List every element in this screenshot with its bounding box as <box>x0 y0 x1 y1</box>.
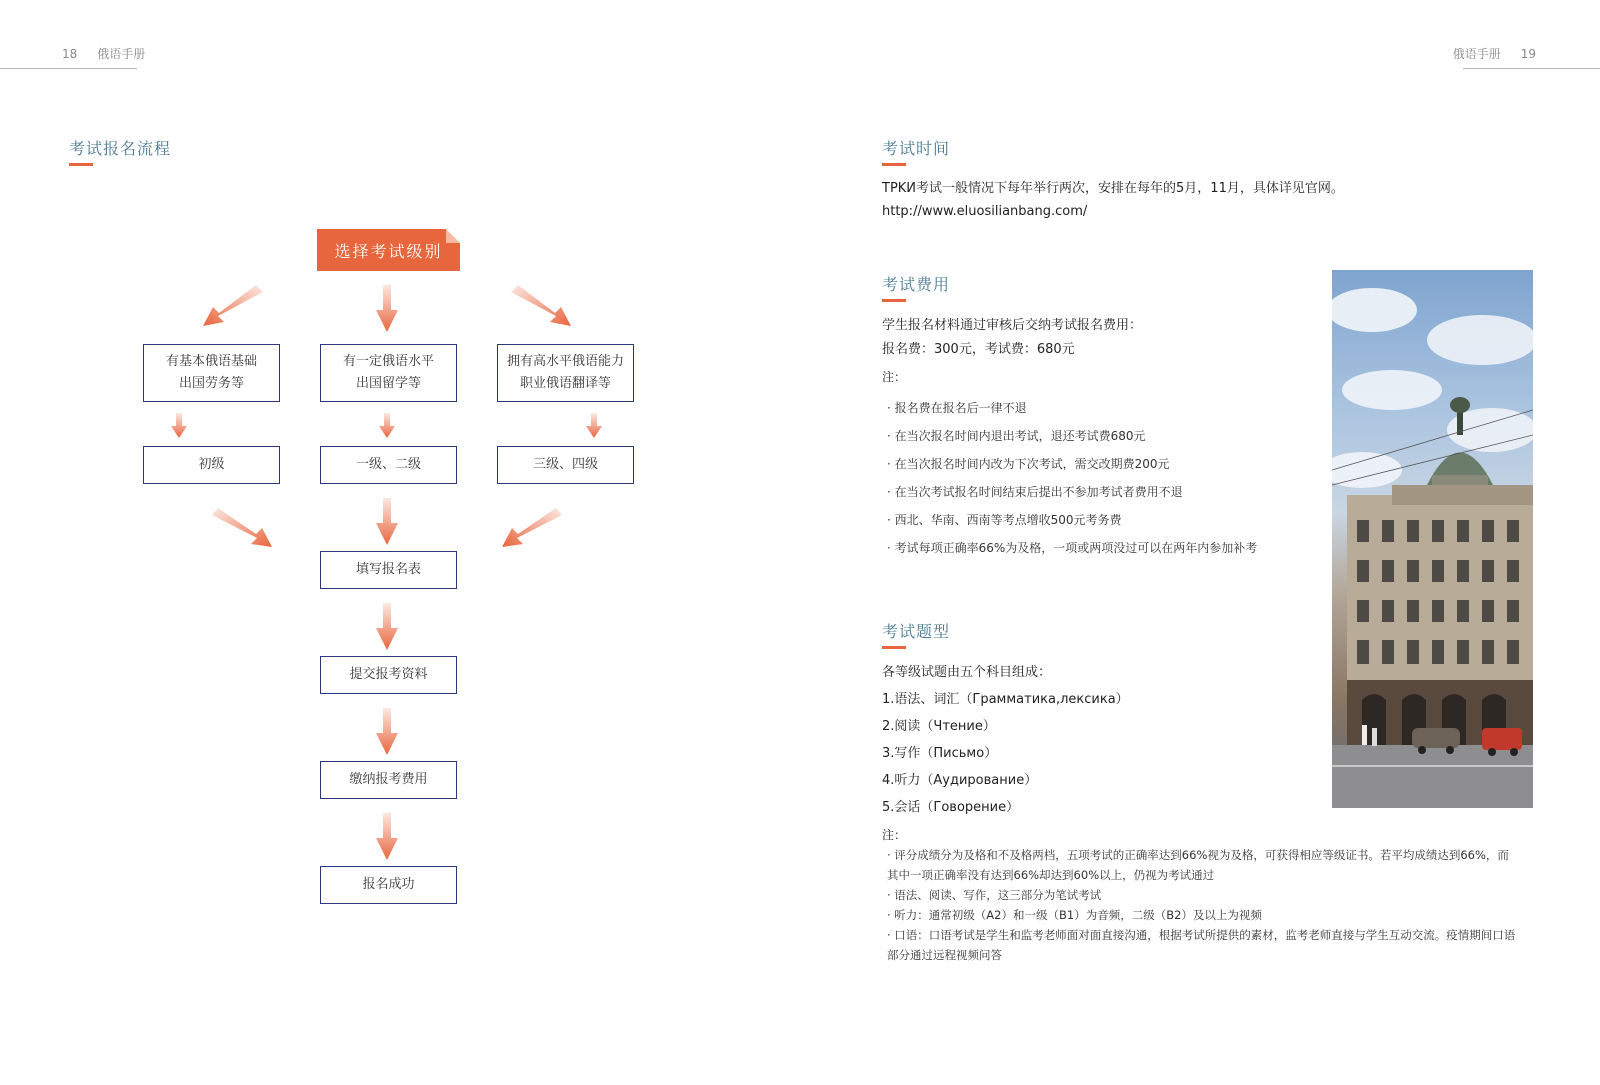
arrow-step-2 <box>376 708 398 755</box>
level-1-line2: 出国劳务等 <box>178 376 244 391</box>
fee-note-item: · 在当次报名时间内改为下次考试，需交改期费200元 <box>887 457 1170 471</box>
type-item: 3.写作（Письмо） <box>882 746 998 761</box>
level-2-line2: 出国留学等 <box>355 376 421 391</box>
grade-2-label: 一级、二级 <box>355 457 421 472</box>
types-note-label: 注： <box>882 828 907 842</box>
arrow-down-small-2 <box>379 413 395 438</box>
exam-time-text: TPKИ考试一般情况下每年举行两次，安排在每年的5月，11月，具体详见官网。 <box>882 181 1344 196</box>
grade-box-1 <box>143 446 280 484</box>
arrow-converge-right <box>502 508 562 547</box>
type-item: 1.语法、词汇（Грамматика,лексика） <box>882 692 1129 707</box>
type-item: 4.听力（Аудирование） <box>882 773 1038 788</box>
step-box-fill-form <box>320 551 457 589</box>
right-page-number: 19 <box>1520 47 1536 61</box>
registration-process-title: 考试报名流程 <box>69 136 171 159</box>
grade-3-label: 三级、四级 <box>532 457 598 472</box>
type-item: 5.会话（Говорение） <box>882 800 1020 815</box>
arrow-to-level-3 <box>511 285 571 326</box>
types-note-item: · 语法、阅读、写作，这三部分为笔试考试 <box>887 888 1102 902</box>
fee-note-item: · 西北、华南、西南等考点增收500元考务费 <box>887 513 1122 527</box>
building-photo <box>1332 270 1533 808</box>
building-illustration <box>1332 270 1533 808</box>
types-note-item: 部分通过远程视频问答 <box>887 948 1002 962</box>
types-note-item: · 听力：通常初级（A2）和一级（B1）为音频，二级（B2）及以上为视频 <box>887 908 1262 922</box>
step-2-label: 提交报考资料 <box>349 667 428 682</box>
right-header-rule <box>1463 68 1600 69</box>
level-3-line1: 拥有高水平俄语能力 <box>506 354 624 369</box>
level-1-line1: 有基本俄语基础 <box>165 354 257 369</box>
arrow-step-3 <box>376 813 398 860</box>
type-item: 2.阅读（Чтение） <box>882 719 996 734</box>
fee-note-label: 注： <box>882 370 907 384</box>
official-site-link[interactable]: http://www.eluosilianbang.com/ <box>882 204 1088 219</box>
right-header-title: 俄语手册 <box>1452 47 1501 61</box>
select-exam-level-label: 选择考试级别 <box>334 241 443 261</box>
level-2-line1: 有一定俄语水平 <box>342 354 434 369</box>
step-box-success <box>320 866 457 904</box>
fee-note-item: · 报名费在报名后一律不退 <box>887 401 1027 415</box>
fee-amounts: 报名费：300元，考试费：680元 <box>882 342 1075 357</box>
step-1-label: 填写报名表 <box>355 562 421 577</box>
fee-note-item: · 考试每项正确率66%为及格，一项或两项没过可以在两年内参加补考 <box>887 541 1258 555</box>
arrow-down-small-3 <box>586 413 602 438</box>
exam-fee-title: 考试费用 <box>882 272 950 295</box>
types-note-item: 其中一项正确率没有达到66%却达到60%以上，仍视为考试通过 <box>887 868 1215 882</box>
arrow-to-level-2 <box>376 285 398 332</box>
exam-time-title: 考试时间 <box>882 136 950 159</box>
left-page-number: 18 <box>62 47 78 61</box>
arrow-converge-left <box>212 508 272 547</box>
arrow-to-level-1 <box>203 285 263 326</box>
level-box-2 <box>320 344 457 402</box>
types-note-item: · 评分成绩分为及格和不及格两档，五项考试的正确率达到66%视为及格，可获得相应等级证书。若平均成绩达到66%，而 <box>887 848 1509 862</box>
grade-box-3 <box>497 446 634 484</box>
level-box-3 <box>497 344 634 402</box>
arrow-down-small-1 <box>171 413 187 438</box>
left-header-title: 俄语手册 <box>97 47 146 61</box>
step-box-submit-materials <box>320 656 457 694</box>
right-page-header <box>1453 45 1536 62</box>
select-exam-level-box <box>317 229 460 271</box>
grade-1-label: 初级 <box>198 457 225 472</box>
arrow-converge-center <box>376 498 398 545</box>
fee-intro: 学生报名材料通过审核后交纳考试报名费用： <box>882 318 1143 333</box>
level-box-1 <box>143 344 280 402</box>
step-box-pay-fee <box>320 761 457 799</box>
step-3-label: 缴纳报考费用 <box>349 772 428 787</box>
grade-box-2 <box>320 446 457 484</box>
exam-types-title: 考试题型 <box>882 619 950 642</box>
fee-note-item: · 在当次报名时间内退出考试，退还考试费680元 <box>887 429 1146 443</box>
level-3-line2: 职业俄语翻译等 <box>519 376 611 391</box>
types-note-item: · 口语：口语考试是学生和监考老师面对面直接沟通，根据考试所提供的素材，监考老师直接与学生互动交流。疫情期间口语 <box>887 928 1516 942</box>
types-intro: 各等级试题由五个科目组成： <box>882 665 1052 680</box>
arrow-step-1 <box>376 603 398 650</box>
folded-corner <box>446 229 460 243</box>
fee-note-item: · 在当次考试报名时间结束后提出不参加考试者费用不退 <box>887 485 1183 499</box>
step-4-label: 报名成功 <box>362 877 415 892</box>
